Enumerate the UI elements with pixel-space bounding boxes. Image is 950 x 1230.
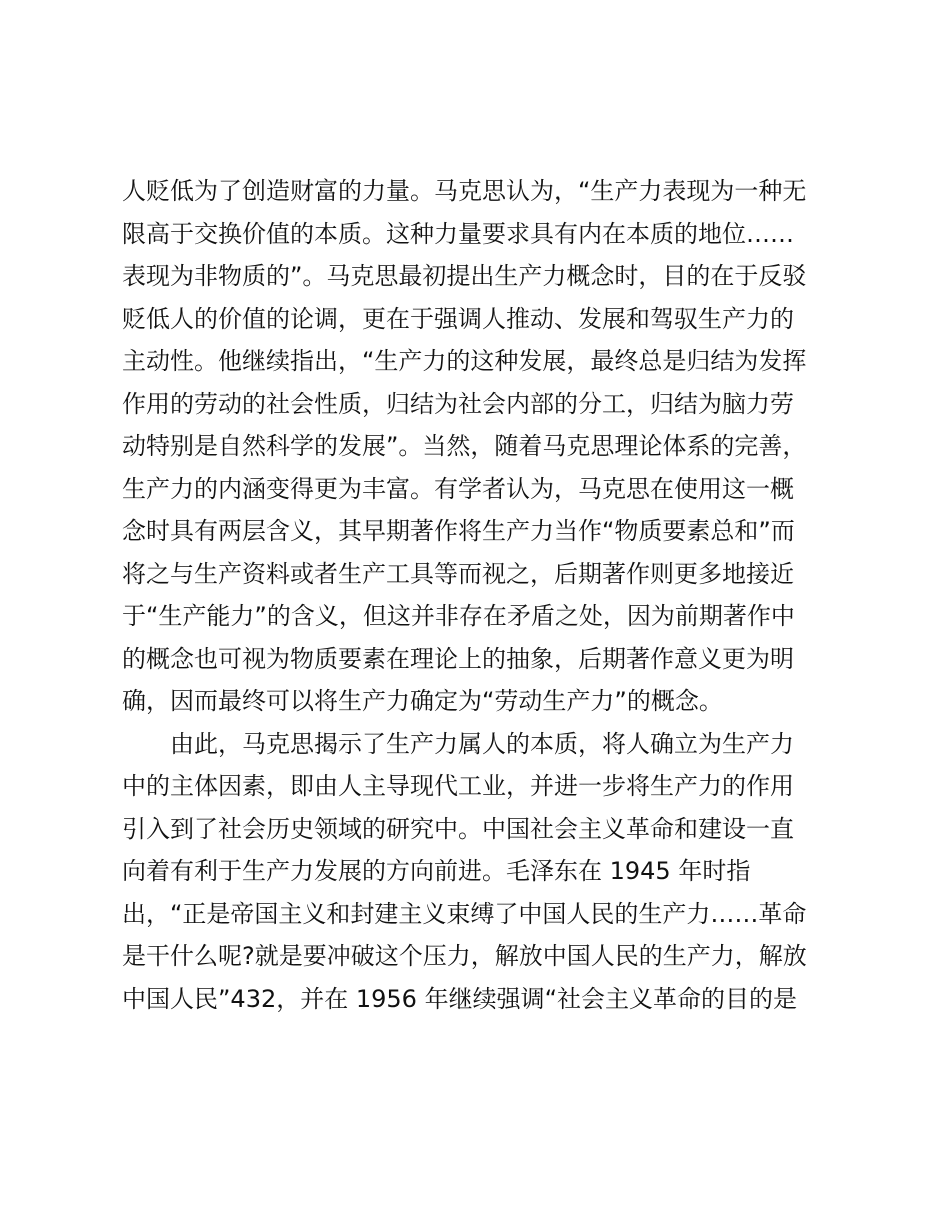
text-line-6: 作用的劳动的社会性质，归结为社会内部的分工，归结为脑力劳 [122,389,794,418]
text-line-12: 的概念也可视为物质要素在理论上的抽象，后期著作意义更为明 [122,644,794,673]
text-line-13: 确，因而最终可以将生产力确定为“劳动生产力”的概念。 [122,687,723,715]
text-line-3: 表现为非物质的”。马克思最初提出生产力概念时，目的在于反驳 [122,262,807,290]
text-line-16: 引入到了社会历史领域的研究中。中国社会主义革命和建设一直 [122,814,794,843]
text-line-9: 念时具有两层含义，其早期著作将生产力当作“物质要素总和”而 [122,517,795,545]
text-line-2: 限高于交换价值的本质。这种力量要求具有内在本质的地位…… [122,219,794,248]
text-line-1: 人贬低为了创造财富的力量。马克思认为，“生产力表现为一种无 [122,177,807,205]
text-line-15: 中的主体因素，即由人主导现代工业，并进一步将生产力的作用 [122,772,794,800]
text-line-17: 向着有利于生产力发展的方向前进。毛泽东在 1945 年时指 [122,857,751,885]
text-line-19: 是干什么呢?就是要冲破这个压力，解放中国人民的生产力，解放 [122,942,807,970]
text-line-20: 中国人民”432，并在 1956 年继续强调“社会主义革命的目的是 [122,984,798,1013]
text-line-4: 贬低人的价值的论调，更在于强调人推动、发展和驾驭生产力的 [122,304,794,333]
body-text [122,170,842,1020]
text-line-5: 主动性。他继续指出，“生产力的这种发展，最终总是归结为发挥 [122,347,807,375]
text-line-7: 动特别是自然科学的发展”。当然，随着马克思理论体系的完善， [122,432,807,460]
text-line-11: 于“生产能力”的含义，但这并非存在矛盾之处，因为前期著作中 [122,602,795,630]
text-line-18: 出，“正是帝国主义和封建主义束缚了中国人民的生产力……革命 [122,899,807,928]
text-line-14: 由此，马克思揭示了生产力属人的本质，将人确立为生产力 [122,729,794,758]
text-line-10: 将之与生产资料或者生产工具等而视之，后期著作则更多地接近 [122,559,794,588]
text-line-8: 生产力的内涵变得更为丰富。有学者认为，马克思在使用这一概 [122,474,794,503]
